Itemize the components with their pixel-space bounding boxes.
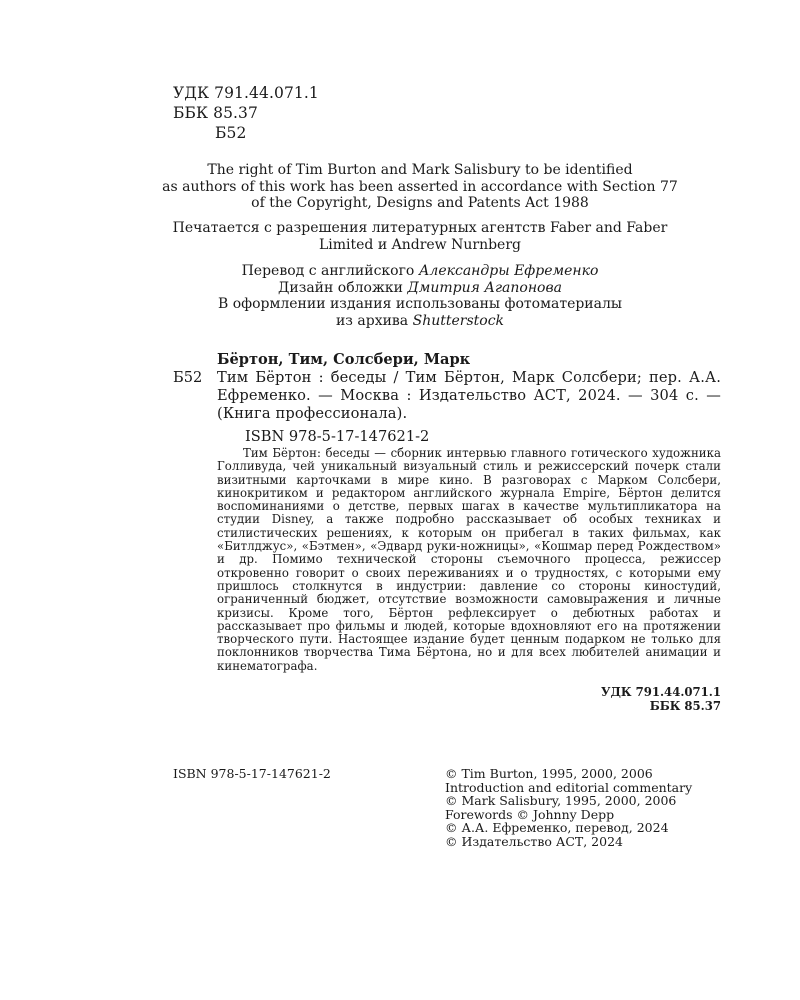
- cover-credit: [150, 280, 690, 297]
- photo-source-prefix: из архива: [335, 312, 413, 329]
- rights-notice: [150, 162, 690, 212]
- catalog-entry: [173, 351, 721, 446]
- copyright-line: © А.А. Ефременко, перевод, 2024: [445, 820, 669, 836]
- translator-name: Александры Ефременко: [418, 263, 599, 279]
- photo-source-name: Shutterstock: [412, 312, 505, 329]
- copyright-line: Forewords © Johnny Depp: [445, 806, 615, 822]
- classification-codes: [173, 83, 319, 143]
- udk-code: УДК 791.44.071.1: [173, 84, 319, 102]
- catalog-author-sign: Б52: [173, 369, 203, 386]
- annotation-bbk: ББК 85.37: [649, 698, 721, 713]
- rights-line: of the Copyright, Designs and Patents Act 1988: [251, 195, 589, 211]
- annotation-udk: УДК 791.44.071.1: [601, 685, 721, 699]
- rights-line: as authors of this work has been asserted in accordance with Section 77: [162, 178, 678, 195]
- license-line: Печатается с разрешения литературных агентств Faber and Faber: [172, 220, 668, 236]
- footer-isbn: ISBN 978-5-17-147621-2: [173, 766, 331, 781]
- cover-prefix: Дизайн обложки: [277, 279, 408, 296]
- copyright-line: © Tim Burton, 1995, 2000, 2006: [445, 766, 653, 781]
- translation-credit: [150, 263, 690, 280]
- copyright-line: Introduction and editorial commentary: [445, 779, 693, 795]
- catalog-bibliographic-description: Тим Бёртон : беседы / Тим Бёртон, Марк Солсбери; пер. А.А. Ефременко. — Москва : Издательство АСТ, 2024. — 304 с. — (Книга профессионала).: [217, 369, 721, 422]
- translation-prefix: Перевод с английского: [241, 263, 419, 279]
- credits: [150, 263, 690, 329]
- license-notice: [150, 220, 690, 253]
- copyright-line: © Mark Salisbury, 1995, 2000, 2006: [445, 793, 677, 809]
- license-line: Limited и Andrew Nurnberg: [318, 236, 521, 253]
- author-sign: Б52: [215, 124, 247, 142]
- copyright-line: © Издательство АСТ, 2024: [445, 833, 623, 849]
- annotation-codes: [560, 686, 721, 713]
- bbk-code: ББК 85.37: [173, 104, 258, 122]
- rights-line: The right of Tim Burton and Mark Salisbury to be identified: [207, 162, 633, 178]
- photo-source-credit: [150, 313, 690, 330]
- photo-credit-line: В оформлении издания использованы фотоматериалы: [217, 296, 623, 312]
- catalog-isbn: ISBN 978-5-17-147621-2: [245, 428, 430, 445]
- catalog-authors: Бёртон, Тим, Солсбери, Марк: [217, 351, 471, 368]
- copyright-notices: [445, 767, 730, 849]
- cover-designer-name: Дмитрия Агапонова: [407, 279, 562, 296]
- book-annotation: Тим Бёртон: беседы — сборник интервью главного готического художника Голливуда, чей уникальный визуальный стиль и режиссерский почерк стали визитными карточками в мире кино. В разговорах с Марком Солсбери, кинокритиком и редактором английского журнала Empire, Бёртон делится воспоминаниями о детстве, первых шагах в качестве мультипликатора на студии Disney, а также подробно рассказывает об особых техниках и стилистических решениях, к которым он прибегал в таких фильмах, как «Битлджус», «Бэтмен», «Эдвард руки-ножницы», «Кошмар перед Рождеством» и др. Помимо технической стороны съемочного процесса, режиссер откровенно говорит о своих переживаниях и о трудностях, с которыми ему пришлось столкнутся в индустрии: давление со стороны киностудий, ограниченный бюджет, отсутствие возможности самовыражения и личные кризисы. Кроме того, Бёртон рефлексирует о дебютных работах и рассказывает про фильмы и людей, которые вдохновляют его на протяжении творческого пути. Настоящее издание будет ценным подарком не только для поклонников творчества Тима Бёртона, но и для всех любителей анимации и кинематографа.: [217, 446, 721, 673]
